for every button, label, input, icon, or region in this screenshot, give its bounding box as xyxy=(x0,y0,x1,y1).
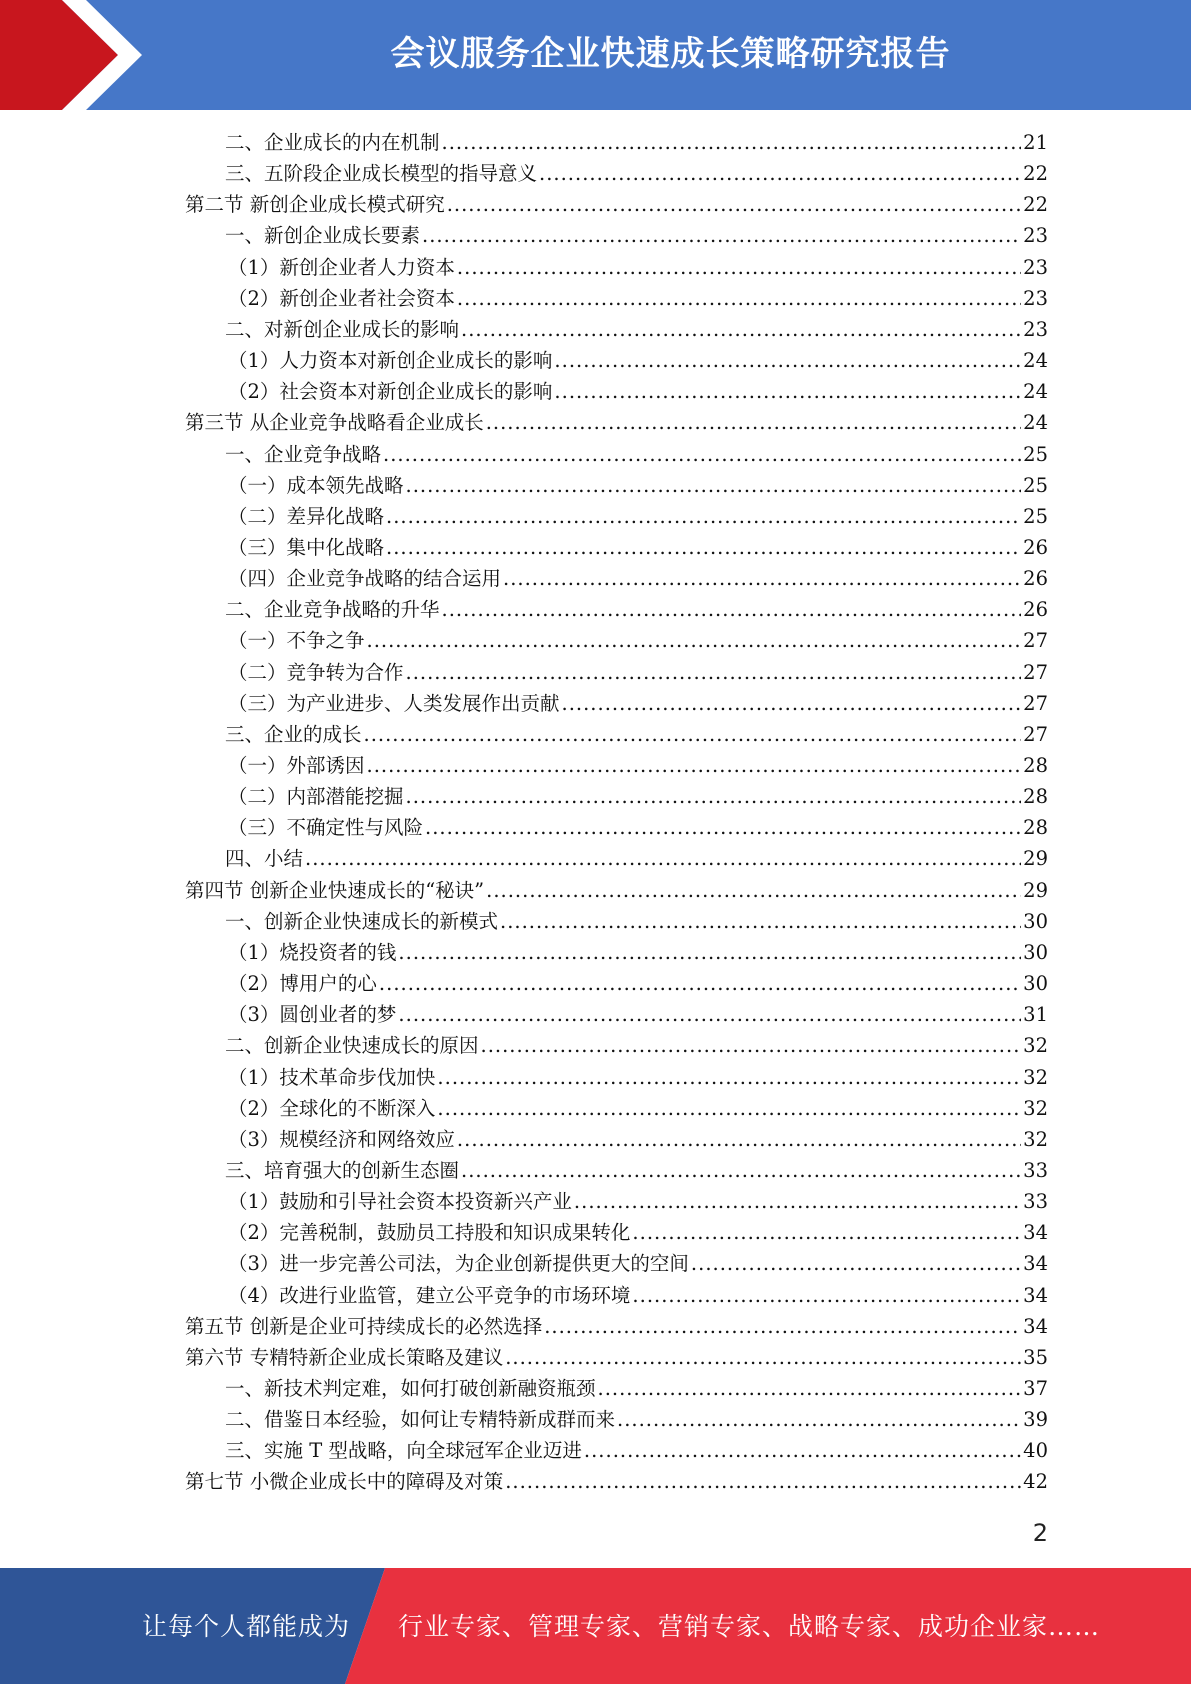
toc-leader-dots xyxy=(442,594,1022,625)
toc-entry[interactable] xyxy=(185,875,1048,906)
toc-entry-page: 32 xyxy=(1023,1065,1048,1089)
toc-leader-dots xyxy=(457,252,1021,283)
toc-entry-page: 25 xyxy=(1023,473,1048,497)
toc-entry[interactable] xyxy=(228,999,1048,1030)
toc-entry-page: 22 xyxy=(1023,162,1048,186)
toc-entry-label: （2）博用户的心 xyxy=(228,972,377,996)
toc-entry-label: 第五节 创新是企业可持续成长的必然选择 xyxy=(185,1314,543,1338)
toc-entry-page: 29 xyxy=(1023,878,1048,902)
toc-entry-page: 23 xyxy=(1023,286,1048,310)
toc-entry[interactable] xyxy=(228,376,1048,407)
toc-entry-page: 23 xyxy=(1023,224,1048,248)
toc-entry-page: 22 xyxy=(1023,193,1048,217)
toc-leader-dots xyxy=(383,439,1021,470)
toc-entry[interactable] xyxy=(225,1030,1048,1061)
toc-leader-dots xyxy=(406,470,1022,501)
toc-leader-dots xyxy=(367,750,1022,781)
toc-leader-dots xyxy=(486,407,1021,438)
toc-leader-dots xyxy=(367,625,1022,656)
toc-entry[interactable] xyxy=(225,719,1048,750)
toc-entry[interactable] xyxy=(228,1093,1048,1124)
toc-leader-dots xyxy=(386,501,1021,532)
toc-leader-dots xyxy=(406,657,1022,688)
toc-entry[interactable] xyxy=(228,812,1048,843)
toc-leader-dots xyxy=(398,999,1021,1030)
toc-leader-dots xyxy=(500,906,1021,937)
toc-entry-page: 34 xyxy=(1023,1252,1048,1276)
toc-entry-label: （二）差异化战略 xyxy=(228,504,385,528)
toc-entry-page: 31 xyxy=(1023,1003,1048,1027)
toc-entry-page: 30 xyxy=(1023,940,1048,964)
toc-entry-label: （1）人力资本对新创企业成长的影响 xyxy=(228,349,553,373)
toc-entry-label: （2）新创企业者社会资本 xyxy=(228,286,455,310)
toc-entry-label: 三、企业的成长 xyxy=(225,722,362,746)
toc-entry-label: （三）为产业进步、人类发展作出贡献 xyxy=(228,691,560,715)
toc-leader-dots xyxy=(554,376,1021,407)
toc-entry-page: 33 xyxy=(1023,1158,1048,1182)
toc-leader-dots xyxy=(554,345,1021,376)
toc-entry-page: 26 xyxy=(1023,567,1048,591)
toc-entry[interactable] xyxy=(228,937,1048,968)
toc-entry-label: 三、五阶段企业成长模型的指导意义 xyxy=(225,162,538,186)
toc-leader-dots xyxy=(386,532,1021,563)
toc-entry-label: （1）新创企业者人力资本 xyxy=(228,255,455,279)
page-header xyxy=(0,0,1191,110)
toc-leader-dots xyxy=(598,1373,1022,1404)
toc-entry-label: （2）完善税制，鼓励员工持股和知识成果转化 xyxy=(228,1221,631,1245)
toc-entry-page: 34 xyxy=(1023,1221,1048,1245)
toc-entry-page: 30 xyxy=(1023,909,1048,933)
toc-leader-dots xyxy=(486,875,1021,906)
toc-entry-label: （1）技术革命步伐加快 xyxy=(228,1065,436,1089)
toc-entry-page: 27 xyxy=(1023,722,1048,746)
toc-leader-dots xyxy=(425,812,1021,843)
toc-entry-label: （三）集中化战略 xyxy=(228,535,385,559)
toc-leader-dots xyxy=(305,843,1021,874)
toc-entry-label: 第二节 新创企业成长模式研究 xyxy=(185,193,445,217)
toc-entry-label: （二）竞争转为合作 xyxy=(228,660,404,684)
toc-entry-label: （3）进一步完善公司法，为企业创新提供更大的空间 xyxy=(228,1252,689,1276)
toc-leader-dots xyxy=(505,1466,1021,1497)
toc-leader-dots xyxy=(422,220,1021,251)
toc-entry-page: 30 xyxy=(1023,972,1048,996)
toc-entry-label: 二、企业竞争战略的升华 xyxy=(225,598,440,622)
toc-entry-label: （三）不确定性与风险 xyxy=(228,816,424,840)
toc-entry-label: （四）企业竞争战略的结合运用 xyxy=(228,567,502,591)
toc-entry[interactable] xyxy=(228,1124,1048,1155)
page-footer xyxy=(0,1568,1191,1684)
toc-entry[interactable] xyxy=(185,1311,1048,1342)
toc-entry-page: 25 xyxy=(1023,504,1048,528)
toc-leader-dots xyxy=(617,1404,1021,1435)
toc-leader-dots xyxy=(442,127,1022,158)
toc-entry[interactable] xyxy=(228,470,1048,501)
toc-entry[interactable] xyxy=(225,843,1048,874)
toc-entry-label: 第七节 小微企业成长中的障碍及对策 xyxy=(185,1470,504,1494)
toc-entry-page: 42 xyxy=(1023,1470,1048,1494)
toc-leader-dots xyxy=(691,1248,1021,1279)
toc-entry-page: 27 xyxy=(1023,691,1048,715)
toc-leader-dots xyxy=(539,158,1021,189)
toc-leader-dots xyxy=(437,1093,1021,1124)
toc-entry[interactable] xyxy=(228,657,1048,688)
toc-entry[interactable] xyxy=(225,314,1048,345)
toc-leader-dots xyxy=(503,563,1021,594)
toc-entry[interactable] xyxy=(225,594,1048,625)
toc-leader-dots xyxy=(562,688,1022,719)
toc-entry[interactable] xyxy=(228,750,1048,781)
toc-entry[interactable] xyxy=(228,1280,1048,1311)
toc-entry-label: 二、创新企业快速成长的原因 xyxy=(225,1034,479,1058)
toc-entry[interactable] xyxy=(185,407,1048,438)
toc-entry-page: 28 xyxy=(1023,785,1048,809)
toc-entry[interactable] xyxy=(228,968,1048,999)
toc-entry-page: 27 xyxy=(1023,629,1048,653)
toc-entry[interactable] xyxy=(228,688,1048,719)
toc-entry-label: （3）圆创业者的梦 xyxy=(228,1003,397,1027)
toc-entry-page: 33 xyxy=(1023,1190,1048,1214)
toc-entry[interactable] xyxy=(228,252,1048,283)
toc-entry[interactable] xyxy=(228,1217,1048,1248)
toc-entry-page: 28 xyxy=(1023,816,1048,840)
toc-entry-label: 一、新创企业成长要素 xyxy=(225,224,421,248)
toc-leader-dots xyxy=(544,1311,1021,1342)
toc-leader-dots xyxy=(632,1280,1021,1311)
toc-entry-label: 三、实施 T 型战略，向全球冠军企业迈进 xyxy=(225,1439,582,1463)
toc-entry[interactable] xyxy=(228,563,1048,594)
toc-entry-label: 一、企业竞争战略 xyxy=(225,442,382,466)
toc-entry-page: 23 xyxy=(1023,255,1048,279)
toc-entry-page: 32 xyxy=(1023,1127,1048,1151)
toc-entry-page: 23 xyxy=(1023,317,1048,341)
toc-entry[interactable] xyxy=(225,127,1048,158)
toc-leader-dots xyxy=(457,283,1021,314)
toc-entry[interactable] xyxy=(225,1404,1048,1435)
toc-entry-page: 34 xyxy=(1023,1283,1048,1307)
toc-entry-label: 三、培育强大的创新生态圈 xyxy=(225,1158,460,1182)
toc-entry[interactable] xyxy=(225,439,1048,470)
toc-entry-label: （2）全球化的不断深入 xyxy=(228,1096,436,1120)
toc-entry-page: 24 xyxy=(1023,380,1048,404)
toc-entry-label: 第六节 专精特新企业成长策略及建议 xyxy=(185,1345,504,1369)
toc-entry-page: 37 xyxy=(1023,1377,1048,1400)
toc-entry-label: 第四节 创新企业快速成长的“秘诀” xyxy=(185,878,485,902)
toc-leader-dots xyxy=(481,1030,1022,1061)
toc-entry[interactable] xyxy=(228,1186,1048,1217)
toc-entry-page: 24 xyxy=(1023,349,1048,373)
toc-entry[interactable] xyxy=(225,1435,1048,1466)
toc-entry[interactable] xyxy=(228,625,1048,656)
toc-entry-page: 21 xyxy=(1023,131,1048,154)
toc-leader-dots xyxy=(505,1342,1021,1373)
toc-entry-page: 25 xyxy=(1023,442,1048,466)
toc-entry-label: 二、借鉴日本经验，如何让专精特新成群而来 xyxy=(225,1408,616,1432)
toc-entry-label: （1）烧投资者的钱 xyxy=(228,940,397,964)
toc-entry-label: 一、创新企业快速成长的新模式 xyxy=(225,909,499,933)
toc-leader-dots xyxy=(379,968,1021,999)
toc-leader-dots xyxy=(437,1062,1021,1093)
toc-entry-page: 26 xyxy=(1023,598,1048,622)
toc-entry-page: 34 xyxy=(1023,1314,1048,1338)
page-number: 2 xyxy=(1032,1519,1048,1547)
toc-entry-label: （一）外部诱因 xyxy=(228,754,365,777)
toc-entry[interactable] xyxy=(225,906,1048,937)
toc-leader-dots xyxy=(461,314,1021,345)
toc-entry[interactable] xyxy=(228,283,1048,314)
toc-entry-page: 27 xyxy=(1023,660,1048,684)
toc-entry-page: 29 xyxy=(1023,847,1048,871)
toc-leader-dots xyxy=(457,1124,1021,1155)
toc-leader-dots xyxy=(584,1435,1021,1466)
toc-entry[interactable] xyxy=(185,1342,1048,1373)
toc-entry-page: 26 xyxy=(1023,535,1048,559)
toc-entry[interactable] xyxy=(228,532,1048,563)
toc-entry-label: （4）改进行业监管，建立公平竞争的市场环境 xyxy=(228,1283,631,1307)
toc-entry-label: （一）成本领先战略 xyxy=(228,473,404,497)
toc-entry-page: 39 xyxy=(1023,1408,1048,1432)
toc-entry[interactable] xyxy=(228,1248,1048,1279)
toc-entry[interactable] xyxy=(228,1062,1048,1093)
toc-leader-dots xyxy=(364,719,1022,750)
toc-entry-label: 四、小结 xyxy=(225,847,304,871)
toc-entry-page: 28 xyxy=(1023,754,1048,777)
toc-entry-page: 35 xyxy=(1023,1345,1048,1369)
toc-entry-label: 二、企业成长的内在机制 xyxy=(225,131,440,154)
toc-entry-label: 一、新技术判定难，如何打破创新融资瓶颈 xyxy=(225,1377,596,1400)
toc-entry[interactable] xyxy=(228,501,1048,532)
toc-leader-dots xyxy=(447,189,1021,220)
footer-slogan-left: 让每个人都能成为 xyxy=(142,1612,351,1641)
toc-entry-page: 40 xyxy=(1023,1439,1048,1463)
toc-entry[interactable] xyxy=(228,345,1048,376)
toc-leader-dots xyxy=(406,781,1022,812)
toc-leader-dots xyxy=(574,1186,1021,1217)
toc-entry[interactable] xyxy=(225,220,1048,251)
toc-entry[interactable] xyxy=(225,158,1048,189)
toc-entry-page: 24 xyxy=(1023,411,1048,435)
toc-leader-dots xyxy=(461,1155,1021,1186)
toc-entry-label: （二）内部潜能挖掘 xyxy=(228,785,404,809)
document-title: 会议服务企业快速成长策略研究报告 xyxy=(390,34,951,74)
toc-entry[interactable] xyxy=(225,1155,1048,1186)
toc-entry-page: 32 xyxy=(1023,1034,1048,1058)
toc-entry[interactable] xyxy=(228,781,1048,812)
toc-entry[interactable] xyxy=(225,1373,1048,1404)
toc-entry-label: 第三节 从企业竞争战略看企业成长 xyxy=(185,411,484,435)
footer-slogan-right: 行业专家、管理专家、营销专家、战略专家、成功企业家…… xyxy=(398,1612,1101,1641)
toc-leader-dots xyxy=(632,1217,1021,1248)
toc-entry-label: （3）规模经济和网络效应 xyxy=(228,1127,455,1151)
toc-entry-page: 32 xyxy=(1023,1096,1048,1120)
toc-leader-dots xyxy=(398,937,1021,968)
toc-entry-label: （2）社会资本对新创企业成长的影响 xyxy=(228,380,553,404)
toc-entry-label: （1）鼓励和引导社会资本投资新兴产业 xyxy=(228,1190,572,1214)
toc-entry[interactable] xyxy=(185,1466,1048,1497)
toc-entry-label: （一）不争之争 xyxy=(228,629,365,653)
toc-entry-label: 二、对新创企业成长的影响 xyxy=(225,317,460,341)
toc-entry[interactable] xyxy=(185,189,1048,220)
